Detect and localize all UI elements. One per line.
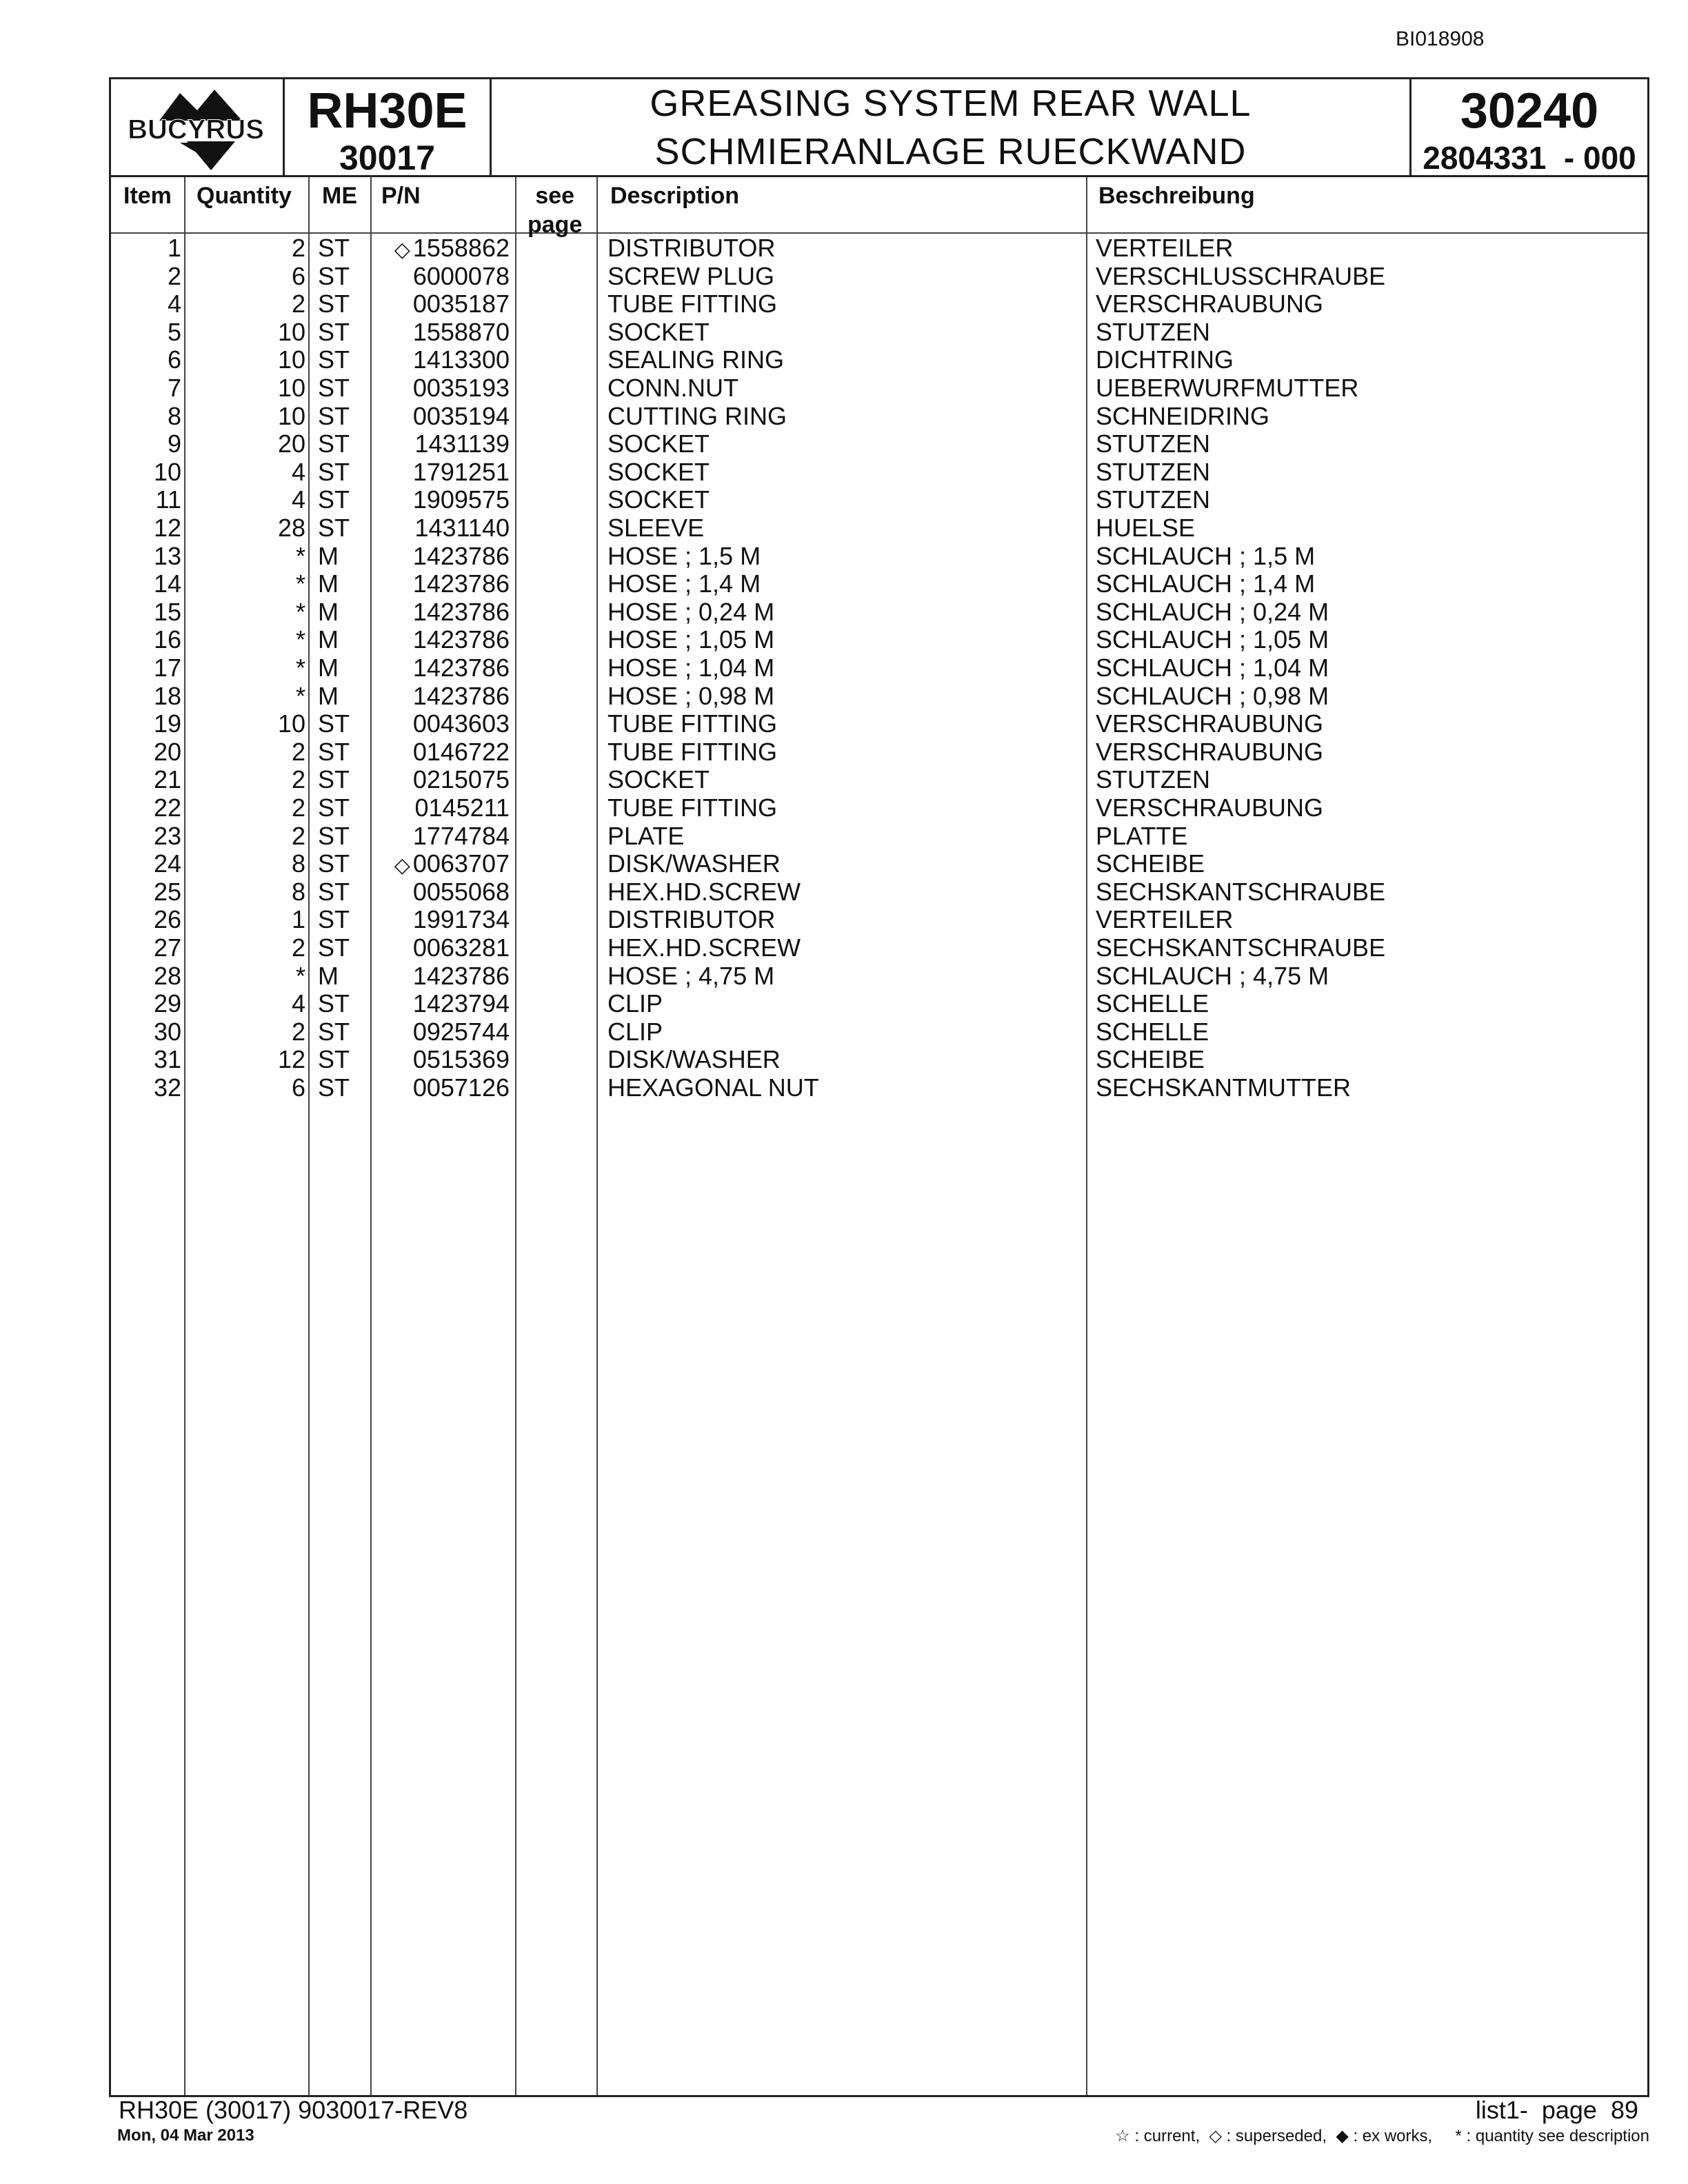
superseded-icon: ◇ (394, 239, 410, 261)
table-row (111, 765, 1647, 793)
description-german: SCHNEIDRING (1096, 401, 1270, 430)
table-row (111, 318, 1647, 346)
quantity: 28 (277, 514, 305, 542)
unit: ST (318, 514, 350, 542)
description-german: VERSCHRAUBUNG (1096, 737, 1324, 766)
unit: M (318, 961, 339, 990)
part-number-cell (413, 709, 510, 738)
part-number-cell (413, 822, 510, 850)
part-number-cell (413, 262, 510, 290)
table-row (111, 514, 1647, 542)
item-number: 11 (155, 485, 181, 514)
table-row (111, 598, 1647, 626)
group-number: 30240 (1460, 83, 1599, 139)
part-number: 0145211 (414, 793, 510, 822)
item-number: 32 (153, 1073, 181, 1102)
item-number: 28 (153, 961, 181, 990)
unit: M (318, 625, 339, 654)
table-row (111, 1045, 1647, 1073)
description: HEX.HD.SCREW (607, 933, 801, 962)
table-row (111, 738, 1647, 766)
description: DISK/WASHER (607, 849, 781, 878)
item-number: 23 (153, 821, 181, 850)
description: SOCKET (607, 765, 710, 794)
part-number-cell (413, 598, 510, 626)
quantity: 2 (291, 290, 305, 318)
table-row (111, 429, 1647, 458)
unit: ST (318, 345, 350, 374)
bucyrus-logo-icon (111, 79, 281, 173)
part-number: 0925744 (412, 1017, 510, 1046)
description-german: SECHSKANTSCHRAUBE (1096, 933, 1386, 962)
description: DISTRIBUTOR (607, 234, 776, 262)
item-number: 16 (153, 625, 181, 654)
table-row (111, 402, 1647, 430)
col-beschreibung: Beschreibung (1098, 183, 1255, 209)
description-german: STUTZEN (1096, 485, 1210, 514)
table-row (111, 878, 1647, 906)
item-number: 24 (153, 849, 181, 878)
quantity: * (295, 541, 305, 570)
table-row (111, 374, 1647, 402)
col-see-label: see (535, 183, 575, 209)
part-number-cell (413, 989, 510, 1018)
col-me: ME (322, 183, 357, 209)
table-row (111, 542, 1647, 570)
description-german: VERSCHLUSSCHRAUBE (1096, 261, 1386, 290)
table-row (111, 933, 1647, 962)
part-number-cell (415, 429, 510, 458)
table-row (111, 905, 1647, 933)
description: DISK/WASHER (607, 1045, 781, 1074)
unit: ST (318, 905, 350, 934)
drawing-number: 2804331 - 000 (1423, 140, 1636, 176)
description: CUTTING RING (607, 401, 787, 430)
quantity: 4 (291, 457, 305, 486)
part-number: 1423794 (412, 989, 510, 1018)
quantity: 10 (277, 709, 305, 738)
description: HOSE ; 1,4 M (607, 569, 761, 598)
quantity: 2 (291, 933, 305, 962)
quantity: 20 (277, 429, 305, 458)
part-number-cell (413, 654, 510, 682)
footer-page: list1- page 89 (1475, 2096, 1638, 2124)
unit: ST (318, 401, 350, 430)
table-row (111, 989, 1647, 1018)
item-number: 15 (153, 597, 181, 626)
item-number: 4 (167, 290, 181, 318)
part-number-cell (394, 849, 510, 880)
description: SOCKET (607, 485, 710, 514)
table-row (111, 793, 1647, 822)
part-number-cell (413, 738, 510, 766)
part-number-cell (413, 485, 510, 514)
quantity: 8 (291, 849, 305, 878)
quantity: * (295, 654, 305, 682)
item-number: 22 (153, 793, 181, 822)
item-number: 1 (167, 234, 181, 262)
quantity: 2 (291, 737, 305, 766)
quantity: 6 (291, 1073, 305, 1102)
part-number-cell (415, 514, 510, 542)
part-number: 1431140 (414, 514, 510, 542)
unit: ST (318, 709, 350, 738)
unit: ST (318, 877, 350, 906)
model-name: RH30E (307, 83, 468, 139)
item-number: 17 (153, 654, 181, 682)
column-header (111, 177, 1647, 238)
part-number-cell (413, 962, 510, 990)
unit: ST (318, 234, 350, 262)
description: HEX.HD.SCREW (607, 877, 801, 906)
quantity: 2 (291, 1017, 305, 1046)
model-block (285, 79, 492, 175)
bucyrus-logo (111, 79, 285, 175)
part-number: 1909575 (412, 485, 510, 514)
item-number: 20 (153, 737, 181, 766)
quantity: 10 (277, 401, 305, 430)
quantity: * (295, 569, 305, 598)
part-number: 1423786 (412, 597, 510, 626)
part-number: 1423786 (412, 681, 510, 710)
item-number: 13 (153, 541, 181, 570)
description: SEALING RING (607, 345, 785, 374)
model-number: 30017 (339, 139, 436, 177)
part-number: 1423786 (412, 625, 510, 654)
item-number: 5 (167, 317, 181, 346)
item-number: 8 (167, 401, 181, 430)
table-row (111, 569, 1647, 598)
part-number: 1558862 (412, 234, 510, 262)
item-number: 29 (153, 989, 181, 1018)
quantity: 2 (291, 765, 305, 794)
quantity: 10 (277, 317, 305, 346)
description-german: SECHSKANTMUTTER (1096, 1073, 1352, 1102)
part-number: 0215075 (412, 765, 510, 794)
description: HOSE ; 4,75 M (607, 961, 775, 990)
description-german: UEBERWURFMUTTER (1096, 374, 1359, 402)
title-block (492, 79, 1411, 175)
part-number-cell (415, 793, 510, 822)
description-german: SECHSKANTSCHRAUBE (1096, 877, 1386, 906)
table-row (111, 345, 1647, 374)
description: SOCKET (607, 457, 710, 486)
quantity: 4 (291, 989, 305, 1018)
description-german: SCHLAUCH ; 4,75 M (1096, 961, 1329, 990)
item-number: 21 (153, 765, 181, 794)
part-number-cell (413, 345, 510, 374)
description: SOCKET (607, 317, 710, 346)
description-german: VERSCHRAUBUNG (1096, 709, 1324, 738)
part-number-cell (413, 933, 510, 962)
table-row (111, 625, 1647, 654)
table-row (111, 682, 1647, 710)
description-german: SCHLAUCH ; 1,05 M (1096, 625, 1329, 654)
group-block (1411, 79, 1647, 175)
unit: ST (318, 821, 350, 850)
item-number: 26 (153, 905, 181, 934)
item-number: 31 (153, 1045, 181, 1074)
unit: M (318, 597, 339, 626)
description: HOSE ; 1,5 M (607, 541, 761, 570)
description: TUBE FITTING (607, 737, 777, 766)
unit: ST (318, 485, 350, 514)
item-number: 6 (167, 345, 181, 374)
description: SLEEVE (607, 514, 705, 542)
part-number: 6000078 (412, 261, 510, 290)
part-number: 0063281 (412, 933, 510, 962)
item-number: 18 (153, 681, 181, 710)
quantity: 12 (277, 1045, 305, 1074)
description-german: VERTEILER (1096, 234, 1234, 262)
unit: ST (318, 793, 350, 822)
table-row (111, 849, 1647, 878)
col-pn: P/N (381, 183, 421, 209)
col-description: Description (610, 183, 740, 209)
unit: ST (318, 1045, 350, 1074)
part-number: 1423786 (412, 654, 510, 682)
description-german: SCHLAUCH ; 0,24 M (1096, 597, 1329, 626)
part-number-cell (413, 1045, 510, 1073)
quantity: * (295, 681, 305, 710)
part-number: 1413300 (412, 345, 510, 374)
part-number: 0043603 (412, 709, 510, 738)
part-number: 1774784 (412, 821, 510, 850)
part-number: 0035187 (412, 290, 510, 318)
title-english: GREASING SYSTEM REAR WALL (650, 83, 1252, 124)
part-number: 1791251 (412, 457, 510, 486)
description-german: SCHELLE (1096, 989, 1209, 1018)
quantity: 1 (291, 905, 305, 934)
item-number: 2 (167, 261, 181, 290)
logo-text: BUCYRUS (128, 114, 264, 145)
item-number: 12 (153, 514, 181, 542)
col-page-label: page (528, 212, 583, 238)
part-number: 1991734 (412, 905, 510, 934)
part-number-cell (413, 402, 510, 430)
description-german: SCHLAUCH ; 1,4 M (1096, 569, 1316, 598)
description: CONN.NUT (607, 374, 738, 402)
unit: M (318, 569, 339, 598)
quantity: * (295, 625, 305, 654)
superseded-icon: ◇ (394, 854, 410, 878)
col-see-page (528, 181, 582, 239)
unit: M (318, 681, 339, 710)
description-german: STUTZEN (1096, 457, 1210, 486)
part-number: 0035193 (412, 374, 510, 402)
description-german: HUELSE (1096, 514, 1196, 542)
part-number-cell (413, 458, 510, 486)
quantity: 8 (291, 877, 305, 906)
part-number-cell (413, 682, 510, 710)
table-row (111, 822, 1647, 850)
description: SCREW PLUG (607, 261, 775, 290)
parts-list-frame (109, 77, 1649, 2097)
quantity: 2 (291, 234, 305, 262)
description: HOSE ; 1,05 M (607, 625, 775, 654)
item-number: 27 (153, 933, 181, 962)
table-row (111, 1073, 1647, 1102)
description: DISTRIBUTOR (607, 905, 776, 934)
description: HOSE ; 0,98 M (607, 681, 775, 710)
quantity: 10 (277, 345, 305, 374)
table-row (111, 290, 1647, 318)
part-number-cell (413, 318, 510, 346)
description: TUBE FITTING (607, 709, 777, 738)
description: PLATE (607, 821, 685, 850)
item-number: 25 (153, 877, 181, 906)
part-number-cell (413, 569, 510, 598)
quantity: 2 (291, 793, 305, 822)
item-number: 19 (153, 709, 181, 738)
part-number-cell (413, 625, 510, 654)
part-number: 0057126 (412, 1073, 510, 1102)
unit: ST (318, 765, 350, 794)
part-number-cell (413, 1018, 510, 1046)
col-quantity: Quantity (197, 183, 292, 209)
document-id: BI018908 (1396, 28, 1485, 50)
unit: ST (318, 317, 350, 346)
description-german: SCHLAUCH ; 1,04 M (1096, 654, 1329, 682)
unit: ST (318, 989, 350, 1018)
footer-date: Mon, 04 Mar 2013 (117, 2126, 254, 2145)
item-number: 7 (167, 374, 181, 402)
unit: ST (318, 261, 350, 290)
part-number-cell (413, 905, 510, 933)
item-number: 9 (167, 429, 181, 458)
table-row (111, 262, 1647, 290)
unit: M (318, 541, 339, 570)
description-german: STUTZEN (1096, 429, 1210, 458)
table-row (111, 485, 1647, 514)
quantity: 10 (277, 374, 305, 402)
unit: ST (318, 374, 350, 402)
footer-legend: ☆ : current, ◇ : superseded, ◆ : ex works, * : quantity see description (1115, 2127, 1649, 2145)
quantity: 2 (291, 821, 305, 850)
description-german: VERSCHRAUBUNG (1096, 290, 1324, 318)
part-number-cell (413, 542, 510, 570)
unit: M (318, 654, 339, 682)
table-row (111, 709, 1647, 738)
part-number: 1558870 (412, 317, 510, 346)
unit: ST (318, 429, 350, 458)
quantity: * (295, 961, 305, 990)
part-number: 0035194 (412, 401, 510, 430)
title-german: SCHMIERANLAGE RUECKWAND (654, 131, 1247, 172)
unit: ST (318, 737, 350, 766)
part-number-cell (413, 878, 510, 906)
table-row (111, 458, 1647, 486)
table-row (111, 234, 1647, 262)
part-number-cell (413, 765, 510, 793)
part-number: 1423786 (412, 541, 510, 570)
quantity: 4 (291, 485, 305, 514)
part-number: 0515369 (412, 1045, 510, 1074)
item-number: 14 (153, 569, 181, 598)
part-number: 0055068 (412, 877, 510, 906)
part-number: 1431139 (414, 429, 510, 458)
description-german: STUTZEN (1096, 317, 1210, 346)
description: HOSE ; 1,04 M (607, 654, 775, 682)
description-german: SCHEIBE (1096, 849, 1205, 878)
item-number: 10 (153, 457, 181, 486)
part-number-cell (394, 234, 510, 264)
table-row (111, 1018, 1647, 1046)
part-number: 0063707 (412, 849, 510, 878)
part-number: 1423786 (412, 961, 510, 990)
description: HEXAGONAL NUT (607, 1073, 819, 1102)
description-german: DICHTRING (1096, 345, 1234, 374)
description-german: VERTEILER (1096, 905, 1234, 934)
col-item: Item (123, 183, 172, 209)
item-number: 30 (153, 1017, 181, 1046)
description-german: PLATTE (1096, 821, 1188, 850)
description: TUBE FITTING (607, 290, 777, 318)
table-row (111, 962, 1647, 990)
description-german: SCHLAUCH ; 0,98 M (1096, 681, 1329, 710)
unit: ST (318, 1073, 350, 1102)
unit: ST (318, 849, 350, 878)
description: HOSE ; 0,24 M (607, 597, 775, 626)
description: TUBE FITTING (607, 793, 777, 822)
part-number-cell (413, 374, 510, 402)
unit: ST (318, 290, 350, 318)
description: SOCKET (607, 429, 710, 458)
quantity: * (295, 597, 305, 626)
unit: ST (318, 457, 350, 486)
description-german: STUTZEN (1096, 765, 1210, 794)
description-german: SCHLAUCH ; 1,5 M (1096, 541, 1316, 570)
part-number-cell (413, 1073, 510, 1102)
description-german: SCHELLE (1096, 1017, 1209, 1046)
part-number-cell (413, 290, 510, 318)
table-row (111, 654, 1647, 682)
description: CLIP (607, 989, 663, 1018)
footer-reference: RH30E (30017) 9030017-REV8 (119, 2096, 468, 2124)
part-number: 1423786 (412, 569, 510, 598)
description-german: VERSCHRAUBUNG (1096, 793, 1324, 822)
unit: ST (318, 1017, 350, 1046)
part-number: 0146722 (412, 737, 510, 766)
description: CLIP (607, 1017, 663, 1046)
quantity: 6 (291, 261, 305, 290)
header (111, 79, 1647, 177)
unit: ST (318, 933, 350, 962)
description-german: SCHEIBE (1096, 1045, 1205, 1074)
